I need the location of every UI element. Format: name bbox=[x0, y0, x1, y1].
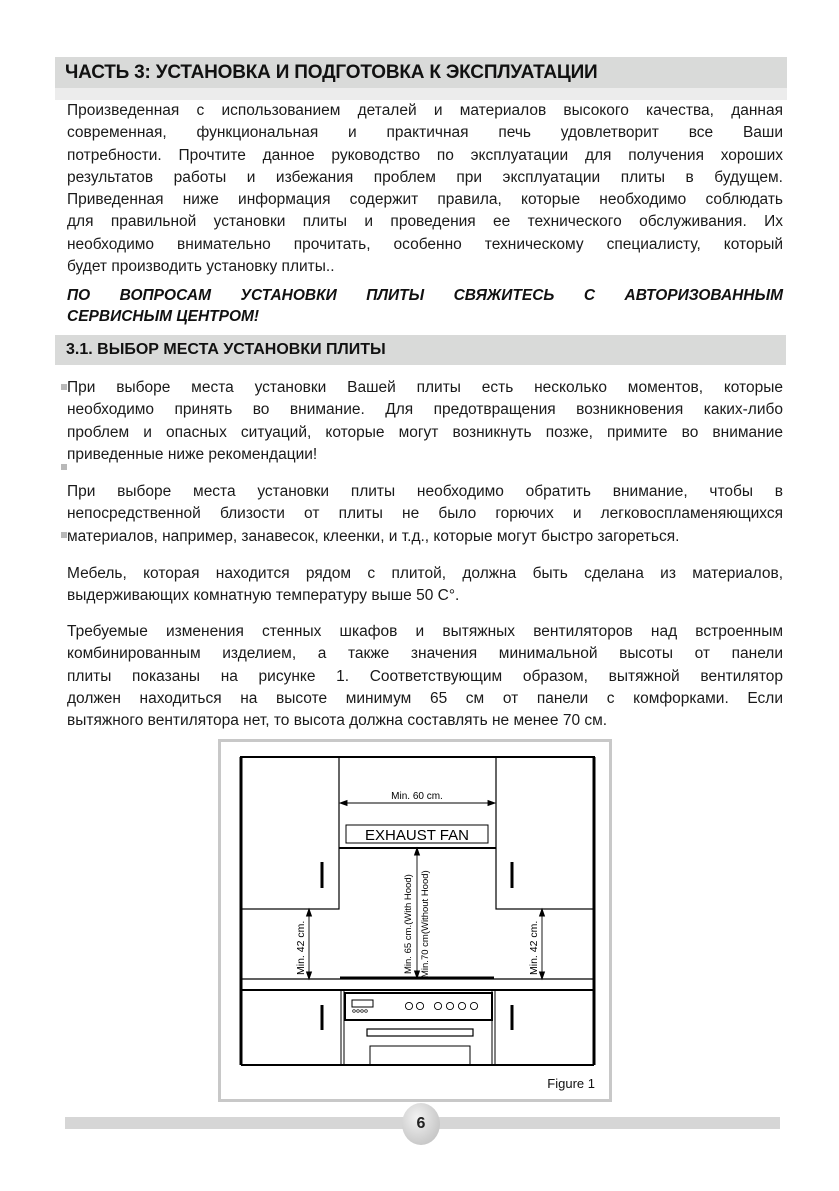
text-line: будет производить установку плиты.. bbox=[67, 258, 335, 276]
warning-line: ПО ВОПРОСАМ УСТАНОВКИ ПЛИТЫ СВЯЖИТЕСЬ С АВТОРИЗОВАННЫМ bbox=[67, 287, 783, 304]
header-underline-strip bbox=[55, 88, 787, 100]
text-line: комбинированным изделием, а также значения минимальной высоты от панели bbox=[67, 645, 783, 663]
exhaust-fan-label: EXHAUST FAN bbox=[365, 827, 469, 844]
text-line: потребности. Прочтите данное руководство по эксплуатации для получения хороших bbox=[67, 146, 783, 164]
text-line: результатов работы и избежания проблем при эксплуатации плиты в будущем. bbox=[67, 168, 783, 186]
text-line: Произведенная с использованием деталей и материалов высокого качества, данная bbox=[67, 102, 783, 119]
section-title: 3.1. ВЫБОР МЕСТА УСТАНОВКИ ПЛИТЫ bbox=[66, 341, 386, 358]
figure-installation-clearances bbox=[218, 739, 612, 1102]
section-paragraph-1 bbox=[67, 377, 783, 466]
with-hood-label: Min. 65 cm.(With Hood) bbox=[403, 874, 414, 974]
text-line: непосредственной близости от плиты не было горючих и легковоспламеняющихся bbox=[67, 505, 783, 523]
text-line: Требуемые изменения стенных шкафов и вытяжных вентиляторов над встроенным bbox=[67, 623, 783, 640]
text-line: проблем и опасных ситуаций, которые могут возникнуть позже, примите во внимание bbox=[67, 423, 783, 441]
section-paragraph-4 bbox=[67, 621, 783, 732]
right-clearance-label: Min. 42 cm. bbox=[528, 920, 540, 975]
text-line: Мебель, которая находится рядом с плитой, должна быть сделана из материалов, bbox=[67, 565, 783, 582]
intro-paragraph bbox=[67, 100, 783, 278]
warning-notice bbox=[67, 285, 783, 327]
page-number-badge bbox=[402, 1103, 440, 1145]
kitchen-diagram bbox=[221, 742, 609, 1099]
chapter-title: ЧАСТЬ 3: УСТАНОВКА И ПОДГОТОВКА К ЭКСПЛУАТАЦИИ bbox=[65, 62, 598, 83]
section-paragraph-2 bbox=[67, 481, 783, 548]
text-line: При выборе места установки плиты необходимо обратить внимание, чтобы в bbox=[67, 483, 783, 500]
text-line: При выборе места установки Вашей плиты есть несколько моментов, которые bbox=[67, 379, 783, 396]
text-line: вытяжного вентилятора нет, то высота должна составлять не менее 70 см. bbox=[67, 712, 608, 730]
text-line: для правильной установки плиты и проведения ее технического обслуживания. Их bbox=[67, 213, 783, 231]
text-line: выдерживающих комнатную температуру выше 50 С°. bbox=[67, 587, 460, 605]
text-line: современная, функциональная и практичная печь удовлетворит все Ваши bbox=[67, 124, 783, 142]
width-label: Min. 60 cm. bbox=[391, 791, 443, 802]
text-line: плиты показаны на рисунке 1. Соответствующим образом, вытяжной вентилятор bbox=[67, 667, 783, 685]
without-hood-label: Min.70 cm(Without Hood) bbox=[420, 870, 431, 978]
section-header bbox=[55, 335, 786, 365]
text-line: Приведенная ниже информация содержит правила, которые необходимо соблюдать bbox=[67, 191, 783, 209]
left-clearance-label: Min. 42 cm. bbox=[295, 920, 307, 975]
page-number: 6 bbox=[416, 1115, 426, 1132]
text-line: необходимо внимательно прочитать, особенно техническому специалисту, который bbox=[67, 235, 783, 253]
figure-caption: Figure 1 bbox=[547, 1076, 595, 1091]
text-line: приведенные ниже рекомендации! bbox=[67, 445, 318, 463]
chapter-header bbox=[55, 57, 787, 88]
text-line: материалов, например, занавесок, клеенки, и т.д., которые могут быстро загореться. bbox=[67, 527, 680, 545]
section-paragraph-3 bbox=[67, 563, 783, 608]
text-line: необходимо принять во внимание. Для предотвращения возникновения каких-либо bbox=[67, 401, 783, 419]
text-line: должен находиться на высоте минимум 65 см от панели с комфорками. Если bbox=[67, 689, 783, 707]
warning-line: СЕРВИСНЫМ ЦЕНТРОМ! bbox=[67, 308, 260, 325]
